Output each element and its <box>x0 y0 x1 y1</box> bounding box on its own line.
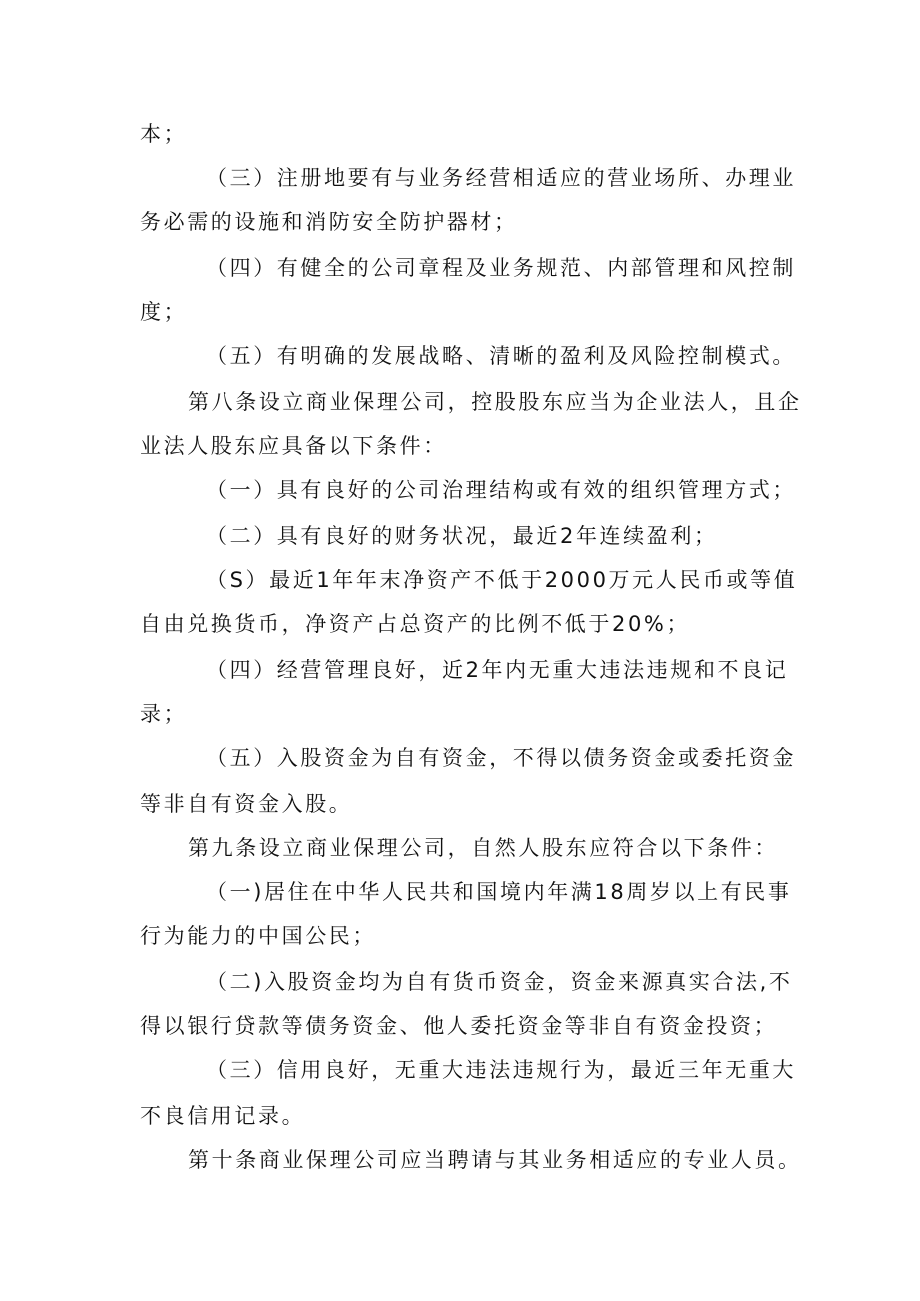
article-9-item-1-line-1: （一)居住在中华人民共和国境内年满18周岁以上有民事 <box>206 880 792 904</box>
article-8-item-3-line-2: 自由兑换货币，净资产占总资产的比例不低于20%； <box>140 612 691 636</box>
clause-4-line-2: 度； <box>140 300 188 324</box>
article-9-item-2-line-2: 得以银行贷款等债务资金、他人委托资金等非自有资金投资； <box>140 1014 778 1038</box>
article-9-item-1-line-2: 行为能力的中国公民； <box>140 924 376 948</box>
article-9-item-3-line-1: （三）信用良好，无重大违法违规行为，最近三年无重大 <box>206 1058 796 1082</box>
clause-4-line-1: （四）有健全的公司章程及业务规范、内部管理和风控制 <box>206 256 796 280</box>
article-9-item-3-line-2: 不良信用记录。 <box>140 1104 306 1128</box>
article-9-line-1: 第九条设立商业保理公司，自然人股东应符合以下条件： <box>188 836 778 860</box>
article-8-item-3-line-1: （S）最近1年年末净资产不低于2000万元人民币或等值 <box>206 568 798 592</box>
article-8-item-4-line-2: 录； <box>140 702 188 726</box>
clause-3-line-1: （三）注册地要有与业务经营相适应的营业场所、办理业 <box>206 166 796 190</box>
article-10-line-1: 第十条商业保理公司应当聘请与其业务相适应的专业人员。 <box>188 1148 802 1172</box>
clause-3-line-2: 务必需的设施和消防安全防护器材； <box>140 210 518 234</box>
article-8-item-2: （二）具有良好的财务状况，最近2年连续盈利； <box>206 524 718 548</box>
article-8-line-1: 第八条设立商业保理公司，控股股东应当为企业法人，且企 <box>188 390 802 414</box>
article-8-item-4-line-1: （四）经营管理良好，近2年内无重大违法违规和不良记 <box>206 658 789 682</box>
article-8-item-5-line-1: （五）入股资金为自有资金，不得以债务资金或委托资金 <box>206 746 796 770</box>
text-line-continuation: 本； <box>140 122 188 146</box>
article-8-item-1: （一）具有良好的公司治理结构或有效的组织管理方式； <box>206 478 796 502</box>
article-8-item-5-line-2: 等非自有资金入股。 <box>140 792 353 816</box>
clause-5-line-1: （五）有明确的发展战略、清晰的盈利及风险控制模式。 <box>206 344 796 368</box>
article-9-item-2-line-1: （二)入股资金均为自有货币资金，资金来源真实合法,不 <box>206 970 793 994</box>
article-8-line-2: 业法人股东应具备以下条件： <box>140 434 447 458</box>
